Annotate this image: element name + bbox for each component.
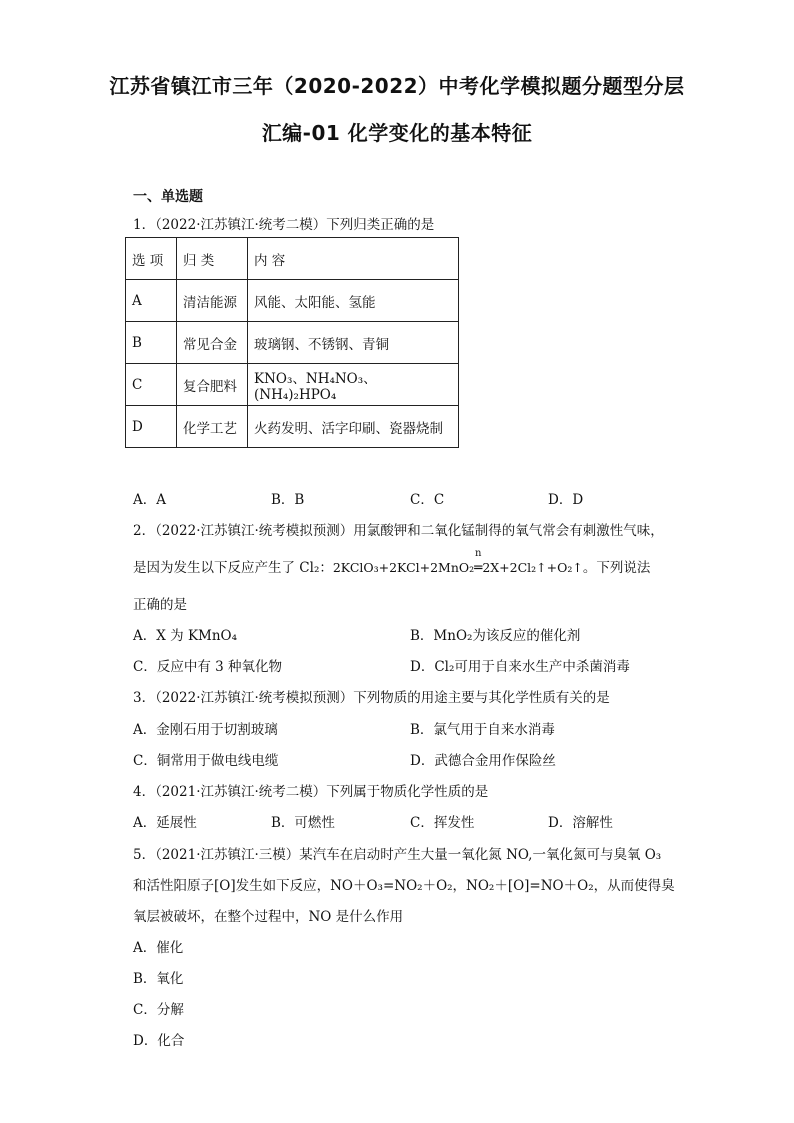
q1-option-b: B．B	[271, 492, 305, 508]
table-row	[126, 406, 459, 448]
section-heading: 一、单选题	[133, 189, 203, 205]
table-cell-option: A	[126, 280, 177, 322]
reaction-equals-sign: n ═	[474, 548, 483, 576]
question-5-line-2: 和活性阳原子[O]发生如下反应，NO＋O₃=NO₂＋O₂，NO₂＋[O]=NO＋O₂，从而使得臭	[133, 878, 675, 894]
q4-option-d: D．溶解性	[548, 815, 613, 831]
table-header-cell: 内 容	[248, 238, 459, 280]
q3-option-b: B．氯气用于自来水消毒	[410, 722, 555, 738]
question-2-line-2-prefix: 是因为发生以下反应产生了 Cl₂：	[133, 560, 333, 576]
document-title-line-1: 江苏省镇江市三年（2020-2022）中考化学模拟题分题型分层	[109, 74, 685, 98]
question-1-stem: 1．（2022·江苏镇江·统考二模）下列归类正确的是	[133, 217, 435, 233]
q4-option-c: C．挥发性	[410, 815, 475, 831]
q3-option-c: C．铜常用于做电线电缆	[133, 753, 279, 769]
q2-option-b: B．MnO₂为该反应的催化剂	[410, 628, 581, 644]
table-row	[126, 364, 459, 406]
q2-option-a: A．X 为 KMnO₄	[133, 628, 238, 644]
q3-option-d: D．武德合金用作保险丝	[410, 753, 556, 769]
table-row	[126, 322, 459, 364]
table-cell-category: 清洁能源	[177, 280, 248, 322]
table-cell-category: 常见合金	[177, 322, 248, 364]
table-cell-category: 复合肥料	[177, 364, 248, 406]
q2-option-c: C．反应中有 3 种氧化物	[133, 659, 283, 675]
q5-option-c: C．分解	[133, 1002, 184, 1018]
table-cell-content: 风能、太阳能、氢能	[248, 280, 459, 322]
document-title-line-2: 汇编-01 化学变化的基本特征	[261, 121, 533, 145]
reaction-right-side: 2X+2Cl₂↑+O₂↑	[482, 560, 583, 575]
q5-option-b: B．氧化	[133, 971, 184, 987]
q5-option-d: D．化合	[133, 1033, 185, 1049]
q4-option-b: B．可燃性	[271, 815, 335, 831]
question-5-line-3: 氧层被破坏，在整个过程中，NO 是什么作用	[133, 909, 404, 925]
table-header-cell: 选 项	[126, 238, 177, 280]
question-2-line-3: 正确的是	[133, 597, 187, 613]
q2-option-d: D．Cl₂可用于自来水生产中杀菌消毒	[410, 659, 630, 675]
table-cell-category: 化学工艺	[177, 406, 248, 448]
table-header-row	[126, 238, 459, 280]
table-cell-content: 玻璃钢、不锈钢、青铜	[248, 322, 459, 364]
q3-option-a: A．金刚石用于切割玻璃	[133, 722, 278, 738]
table-cell-option: B	[126, 322, 177, 364]
question-2-line-1: 2．（2022·江苏镇江·统考模拟预测）用氯酸钾和二氧化锰制得的氧气常会有刺激性气味，	[133, 523, 664, 539]
q1-option-d: D．D	[548, 492, 584, 508]
reaction-left-side: 2KClO₃+2KCl+2MnO₂	[332, 560, 475, 575]
table-header-cell: 归 类	[177, 238, 248, 280]
table-cell-option: C	[126, 364, 177, 406]
question-2-line-2	[133, 548, 651, 576]
question-4-stem: 4．（2021·江苏镇江·统考二模）下列属于物质化学性质的是	[133, 784, 489, 800]
q1-option-c: C．C	[410, 492, 445, 508]
table-row	[126, 280, 459, 322]
table-cell-option: D	[126, 406, 177, 448]
q5-option-a: A．催化	[133, 940, 184, 956]
question-5-line-1: 5．（2021·江苏镇江·三模）某汽车在启动时产生大量一氧化氮 NO,一氧化氮可与臭氧 O₃	[133, 847, 662, 863]
reaction-condition: n	[475, 548, 482, 559]
table-cell-content: KNO₃、NH₄NO₃、(NH₄)₂HPO₄	[248, 364, 459, 406]
question-2-line-2-suffix: 。下列说法	[582, 560, 651, 576]
question-3-stem: 3．（2022·江苏镇江·统考模拟预测）下列物质的用途主要与其化学性质有关的是	[133, 690, 610, 706]
classification-table	[125, 237, 459, 448]
table-cell-content: 火药发明、活字印刷、瓷器烧制	[248, 406, 459, 448]
q1-option-a: A．A	[133, 492, 166, 508]
q4-option-a: A．延展性	[133, 815, 197, 831]
